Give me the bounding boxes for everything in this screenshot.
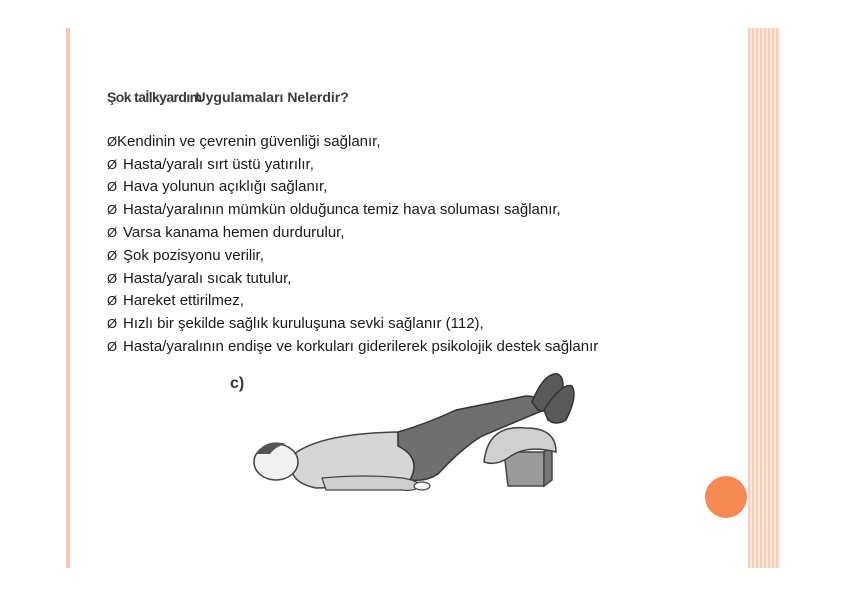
first-aid-list xyxy=(107,130,598,358)
figure-caption-fragment: c) xyxy=(230,375,245,392)
list-item-text: Hasta/yaralı sırt üstü yatırılır, xyxy=(123,155,314,173)
list-item-text: Hava yolunun açıklığı sağlanır, xyxy=(123,178,328,196)
bullet-arrow-icon: Ø xyxy=(107,156,118,172)
bullet-arrow-icon: Ø xyxy=(107,225,118,241)
page-title xyxy=(107,89,349,105)
list-item xyxy=(107,335,598,358)
left-decorative-stripe xyxy=(66,28,70,568)
right-decorative-band xyxy=(748,28,780,568)
list-item xyxy=(107,176,598,199)
list-item-text: Hasta/yaralının mümkün olduğunca temiz hava soluması sağlanır, xyxy=(123,201,561,219)
list-item xyxy=(107,153,598,176)
list-item xyxy=(107,290,598,313)
list-item xyxy=(107,312,598,335)
list-item xyxy=(107,130,598,153)
bullet-arrow-icon: Ø xyxy=(107,179,118,195)
bullet-arrow-icon: Ø xyxy=(107,316,118,332)
list-item-text: Hareket ettirilmez, xyxy=(123,292,244,310)
list-item xyxy=(107,267,598,290)
list-item xyxy=(107,198,598,221)
shock-position-illustration xyxy=(226,362,586,500)
title-part-2: Uygulamaları Nelerdir? xyxy=(195,89,349,105)
bullet-arrow-icon: Ø xyxy=(107,293,118,309)
bullet-arrow-icon: Ø xyxy=(107,339,118,355)
list-item-text: Şok pozisyonu verilir, xyxy=(123,246,264,264)
hand xyxy=(414,482,430,490)
bullet-arrow-icon: Ø xyxy=(107,270,118,286)
list-item xyxy=(107,221,598,244)
list-item-text: Hasta/yaralı sıcak tutulur, xyxy=(123,269,292,287)
list-item-text: Hızlı bir şekilde sağlık kuruluşuna sevki sağlanır (112), xyxy=(123,315,484,333)
bullet-arrow-icon: Ø xyxy=(107,247,118,263)
title-part-1: Şok taİlkyardım xyxy=(107,89,202,105)
leg-support-box-side xyxy=(544,446,552,486)
list-item-text: Hasta/yaralının endişe ve korkuları giderilerek psikolojik destek sağlanır xyxy=(123,338,599,356)
list-item-text: Varsa kanama hemen durdurulur, xyxy=(123,224,345,242)
list-item-text: Kendinin ve çevrenin güvenliği sağlanır, xyxy=(117,132,381,150)
bullet-arrow-icon: Ø xyxy=(107,202,118,218)
bullet-arrow-icon: Ø xyxy=(107,133,118,149)
orange-circle-decoration xyxy=(705,476,747,518)
list-item xyxy=(107,244,598,267)
